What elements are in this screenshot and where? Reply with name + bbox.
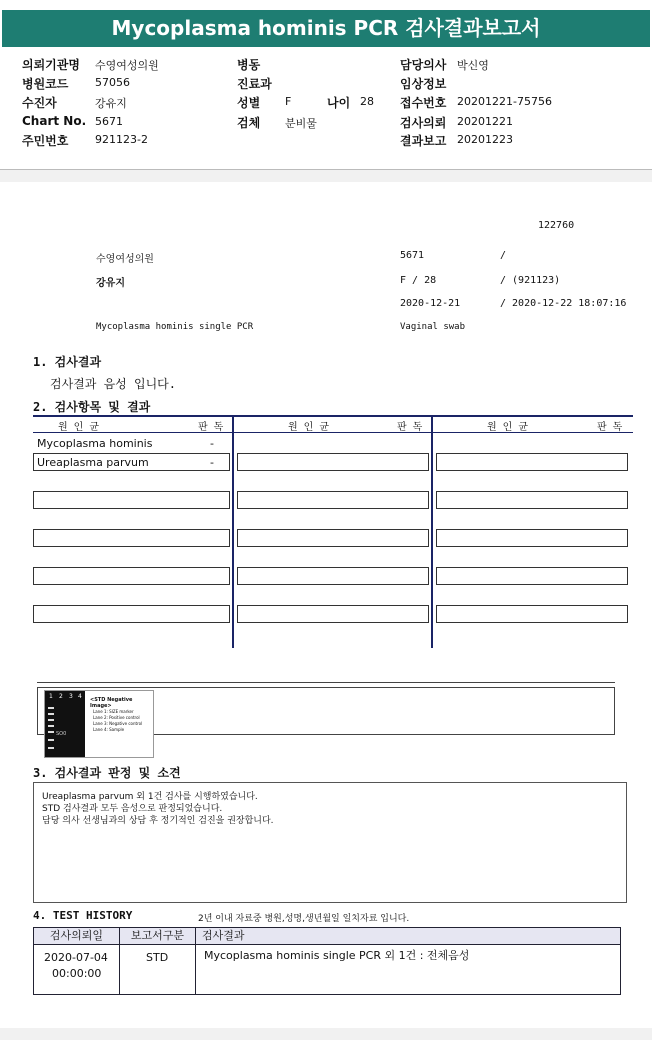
finding-line-2: STD 검사결과 모두 음성으로 판정되었습니다.	[42, 804, 223, 814]
page-bottom-separator	[0, 1028, 652, 1040]
col-header-pathogen-1: 원 인 균	[58, 422, 100, 433]
doc-code: 122760	[538, 220, 575, 231]
specimen-label: 검체	[237, 116, 261, 130]
sex-value: F	[285, 95, 292, 108]
dept-label: 진료과	[237, 77, 272, 91]
gel-legend-2: Lane 2: Positive control	[93, 715, 140, 720]
patient-label: 수진자	[22, 96, 57, 110]
ward-label: 병동	[237, 58, 261, 72]
history-type: STD	[146, 951, 169, 964]
table-divider-1	[232, 415, 234, 648]
row2-box-2	[237, 453, 429, 471]
history-date: 2020-07-04	[44, 951, 108, 964]
age-label: 나이	[327, 96, 351, 110]
doc-sex-age: F / 28	[400, 275, 437, 286]
hospital-code-label: 병원코드	[22, 77, 69, 91]
col-header-judge-2: 판 독	[397, 422, 423, 433]
patient-header	[0, 52, 652, 170]
chart-label: Chart No.	[22, 114, 87, 128]
image-frame-top	[37, 682, 615, 683]
row2-result: -	[210, 456, 214, 469]
gel-legend-3: Lane 3: Negative control	[93, 721, 143, 726]
resident-label: 주민번호	[22, 134, 69, 148]
doc-date1: 2020-12-21	[400, 298, 461, 309]
gel-image	[44, 690, 154, 758]
doctor-value: 박신영	[457, 59, 489, 72]
empty-box	[436, 605, 628, 623]
doc-specimen: Vaginal swab	[400, 322, 466, 332]
history-type-cell	[119, 945, 196, 995]
doc-patient: 강유지	[96, 278, 125, 289]
lane-1-label: 1	[49, 693, 53, 700]
empty-box	[33, 491, 230, 509]
history-result: Mycoplasma hominis single PCR 외 1건 : 전체음성	[204, 949, 470, 962]
page-separator	[0, 170, 652, 182]
doc-chart: 5671	[400, 250, 425, 261]
gel-band	[48, 725, 54, 727]
institution-label: 의뢰기관명	[22, 58, 80, 72]
report-date-label: 결과보고	[400, 134, 447, 148]
section1-result: 검사결과 음성 입니다.	[50, 377, 177, 391]
doctor-label: 담당의사	[400, 58, 447, 72]
sex-label: 성별	[237, 96, 261, 110]
col-header-pathogen-2: 원 인 균	[288, 422, 330, 433]
lane-4-label: 4	[78, 693, 82, 700]
empty-box	[237, 491, 429, 509]
gel-legend-1: Lane 1: SIZE marker	[93, 709, 134, 714]
receipt-value: 20201221-75756	[457, 95, 552, 108]
gel-band-label: SO0	[56, 731, 67, 737]
lane-2-label: 2	[59, 693, 63, 700]
table-divider-2	[431, 415, 433, 648]
patient-value: 강유지	[95, 97, 127, 110]
section3-title: 3. 검사결과 판정 및 소견	[33, 766, 181, 780]
gel-lanes	[45, 691, 85, 757]
col-header-pathogen-3: 원 인 균	[487, 422, 529, 433]
finding-line-3: 담당 의사 선생님과의 상담 후 정기적인 검진을 권장합니다.	[42, 816, 274, 826]
section2-title: 2. 검사항목 및 결과	[33, 400, 151, 414]
empty-box	[436, 491, 628, 509]
doc-institution: 수영여성의원	[96, 254, 154, 265]
section4-title: 4. TEST HISTORY	[33, 909, 133, 922]
request-date-label: 검사의뢰	[400, 116, 447, 130]
col-header-judge-1: 판 독	[198, 422, 224, 433]
doc-test-name: Mycoplasma hominis single PCR	[96, 322, 254, 332]
gel-band	[48, 731, 54, 733]
report-title: Mycoplasma hominis PCR 검사결과보고서	[2, 10, 650, 47]
doc-date2: / 2020-12-22 18:07:16	[500, 298, 627, 309]
gel-band	[48, 747, 54, 749]
finding-line-1: Ureaplasma parvum 외 1건 검사를 시행하였습니다.	[42, 792, 258, 802]
doc-resident: / (921123)	[500, 275, 561, 286]
gel-band	[48, 739, 54, 741]
row1-pathogen: Mycoplasma hominis	[37, 437, 153, 450]
report-date-value: 20201223	[457, 133, 513, 146]
empty-box	[436, 529, 628, 547]
col-header-judge-3: 판 독	[597, 422, 623, 433]
history-header-result: 검사결과	[195, 927, 621, 945]
findings-box	[33, 782, 627, 903]
specimen-value: 분비물	[285, 117, 317, 130]
gel-caption: <STD Negative Image>	[90, 697, 133, 709]
resident-value: 921123-2	[95, 133, 148, 146]
history-date-cell	[33, 945, 120, 995]
empty-box	[33, 567, 230, 585]
empty-box	[436, 567, 628, 585]
history-result-cell	[195, 945, 621, 995]
gel-band	[48, 719, 54, 721]
empty-box	[237, 605, 429, 623]
clinical-label: 임상정보	[400, 77, 447, 91]
gel-band	[48, 707, 54, 709]
lane-3-label: 3	[69, 693, 73, 700]
section1-title: 1. 검사결과	[33, 355, 102, 369]
gel-band	[48, 713, 54, 715]
receipt-label: 접수번호	[400, 96, 447, 110]
table-header-border	[33, 432, 633, 433]
history-header-type: 보고서구분	[119, 927, 196, 945]
history-header-date: 검사의뢰일	[33, 927, 120, 945]
history-time: 00:00:00	[52, 967, 102, 980]
section4-note: 2년 이내 자료중 병원,성명,생년월일 일치자료 입니다.	[198, 914, 410, 924]
empty-box	[33, 529, 230, 547]
gel-legend-4: Lane 4: Sample	[93, 727, 125, 732]
institution-value: 수영여성의원	[95, 59, 159, 72]
age-value: 28	[360, 95, 374, 108]
empty-box	[33, 605, 230, 623]
table-top-border	[33, 415, 633, 417]
chart-value: 5671	[95, 115, 123, 128]
row2-pathogen: Ureaplasma parvum	[37, 456, 149, 469]
row2-box-3	[436, 453, 628, 471]
doc-slash: /	[500, 250, 507, 261]
hospital-code-value: 57056	[95, 76, 130, 89]
request-date-value: 20201221	[457, 115, 513, 128]
row1-result: -	[210, 437, 214, 450]
empty-box	[237, 567, 429, 585]
empty-box	[237, 529, 429, 547]
